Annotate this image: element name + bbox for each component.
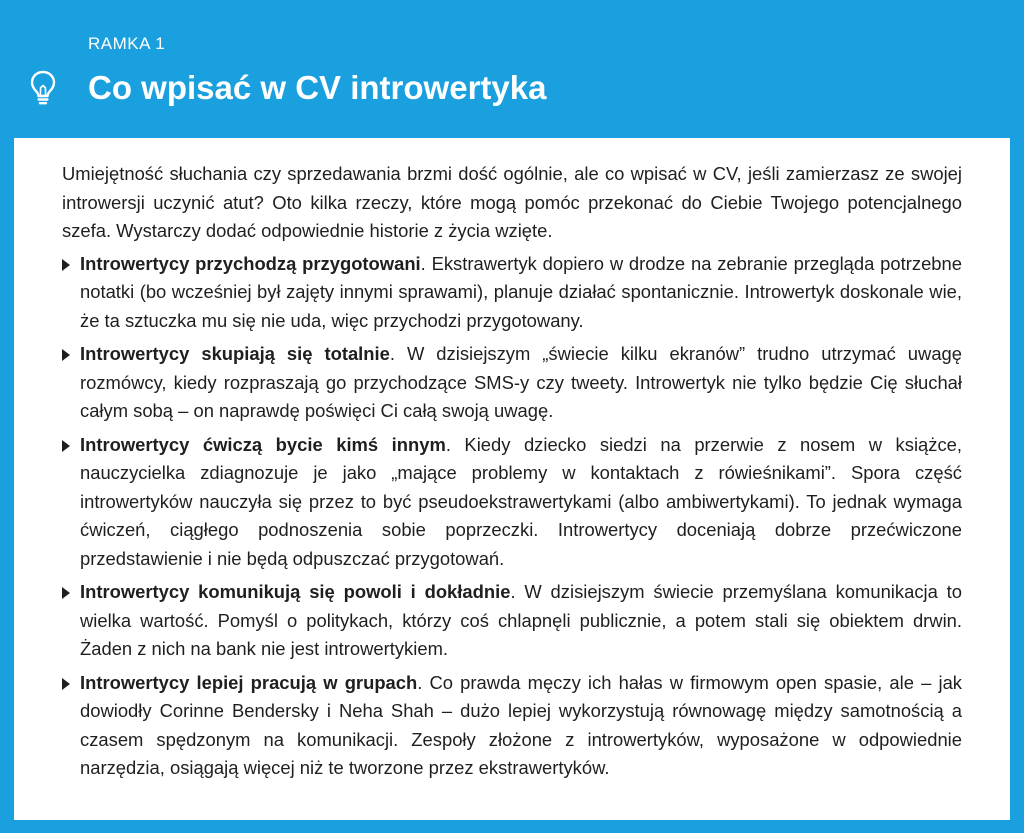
triangle-right-icon <box>62 587 70 599</box>
content-box <box>14 138 1010 820</box>
list-item <box>62 250 962 336</box>
bullet-heading: Introwertycy skupiają się totalnie <box>80 343 390 364</box>
triangle-right-icon <box>62 349 70 361</box>
list-item <box>62 669 962 783</box>
list-item <box>62 340 962 426</box>
bullet-heading: Introwertycy przychodzą przygotowani <box>80 252 421 274</box>
bullet-heading: Introwertycy lepiej pracują w grupach <box>80 671 418 693</box>
bullet-text: . Co prawda męczy ich hałas w firmowym open spasie, ale – jak dowiodły Corinne Bendersky i Neha Shah – dużo lepiej wykorzystują równowagę między samotnością a czasem spędzonym na komunikacji. Zespoły złożone z introwertyków, wyposażone w odpowiednie narzędzia, osiągają więcej niż te tworzone przez ekstrawertyków. <box>80 671 962 778</box>
frame-title: Co wpisać w CV introwertyka <box>88 69 547 106</box>
bullet-heading: Introwertycy komunikują się powoli i dokładnie <box>80 581 511 602</box>
bullet-list <box>62 250 962 783</box>
triangle-right-icon <box>62 678 70 690</box>
bullet-heading: Introwertycy ćwiczą bycie kimś innym <box>80 433 446 455</box>
bullet-text: . Kiedy dziecko siedzi na przerwie z nosem w książce, nauczycielka zdiagnozuje je jako „mające problemy w kontaktach z rówieśnikami”. Spora część introwertyków nauczyła się przez to być pseudoekstrawertykami (albo ambiwertykami). To jednak wymaga ćwiczeń, ciągłego podnoszenia sobie poprzeczki. Introwertycy doceniają dobrze przećwiczone przedstawienie i nie będą odpuszczać przygotowań. <box>80 433 962 569</box>
triangle-right-icon <box>62 440 70 452</box>
list-item <box>62 431 962 574</box>
bullet-text: . W dzisiejszym świecie przemyślana komunikacja to wielka wartość. Pomyśl o politykach, którzy coś chlapnęli publicznie, a potem stali się obiektem drwin. Żaden z nich na bank nie jest introwertykiem. <box>80 581 962 659</box>
content-body <box>62 160 962 788</box>
frame-label: RAMKA 1 <box>88 34 166 53</box>
list-item <box>62 578 962 664</box>
intro-paragraph: Umiejętność słuchania czy sprzedawania brzmi dość ogólnie, ale co wpisać w CV, jeśli zamierzasz ze swojej introwersji uczynić atut? Oto kilka rzeczy, które mogą pomóc przekonać do Ciebie Twojego potencjalnego szefa. Wystarczy dodać odpowiednie historie z życia wzięte. <box>62 163 962 241</box>
triangle-right-icon <box>62 259 70 271</box>
frame-header <box>0 0 1024 138</box>
bullet-text: . W dzisiejszym „świecie kilku ekranów” trudno utrzymać uwagę rozmówcy, kiedy rozpraszają go przychodzące SMS-y czy tweety. Introwertyk nie tylko będzie Cię słuchał całym sobą – on naprawdę poświęci Ci całą swoją uwagę. <box>80 343 963 421</box>
lightbulb-icon <box>30 70 56 106</box>
bullet-text: . Ekstrawertyk dopiero w drodze na zebranie przegląda potrzebne notatki (bo wcześniej był zajęty innymi sprawami), planuje działać spontanicznie. Introwertyk doskonale wie, że ta sztuczka mu się nie uda, więc przychodzi przygotowany. <box>80 252 962 331</box>
